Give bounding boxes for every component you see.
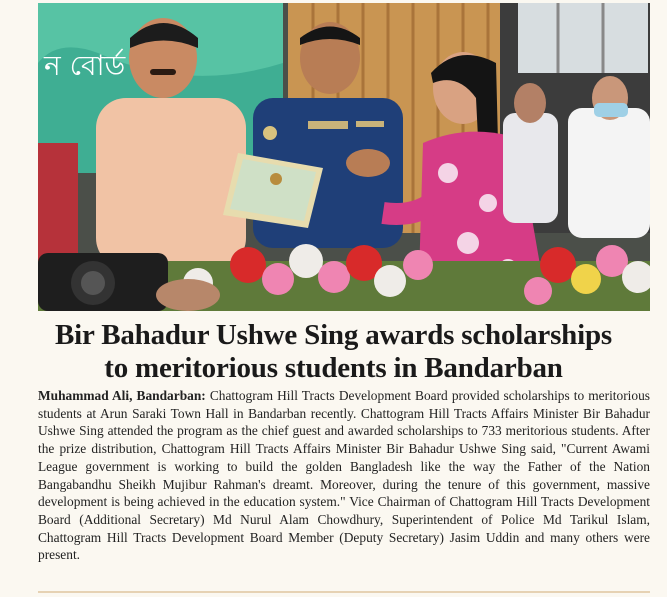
article-body xyxy=(38,387,650,564)
article-headline xyxy=(14,319,653,385)
news-photo xyxy=(38,3,650,311)
headline-line-1: Bir Bahadur Ushwe Sing awards scholarships xyxy=(55,319,612,351)
article-byline: Muhammad Ali, Bandarban: xyxy=(38,388,206,403)
article-text: Chattogram Hill Tracts Development Board provided scholarships to meritorious students at Arun Saraki Town Hall in Bandarban recently. Chattogram Hill Tracts Affairs Minister Bir Bahadur Ushwe Sing attended the program as the chief guest and awarded scholarships to 733 meritorious students. After the prize distribution, Chattogram Hill Tracts Affairs Minister Bir Bahadur Ushwe Sing said, "Current Awami League government is working to build the golden Bangladesh like the way the Father of the Nation Bangabandhu Sheikh Mujibur Rahman's dreamt. Moreover, during the tenure of this government, massive development is being achieved in the education system." Vice Chairman of Chattogram Hill Tracts Development Board (Additional Secretary) Md Nurul Alam Chowdhury, Superintendent of Police Md Tarikul Islam, Chattogram Hill Tracts Development Board Member (Deputy Secretary) Jasim Uddin and many others were present. xyxy=(38,388,650,563)
headline-line-2: to meritorious students in Bandarban xyxy=(104,352,563,384)
bottom-rule xyxy=(38,591,650,593)
banner-text: ন বোর্ড xyxy=(44,49,126,82)
